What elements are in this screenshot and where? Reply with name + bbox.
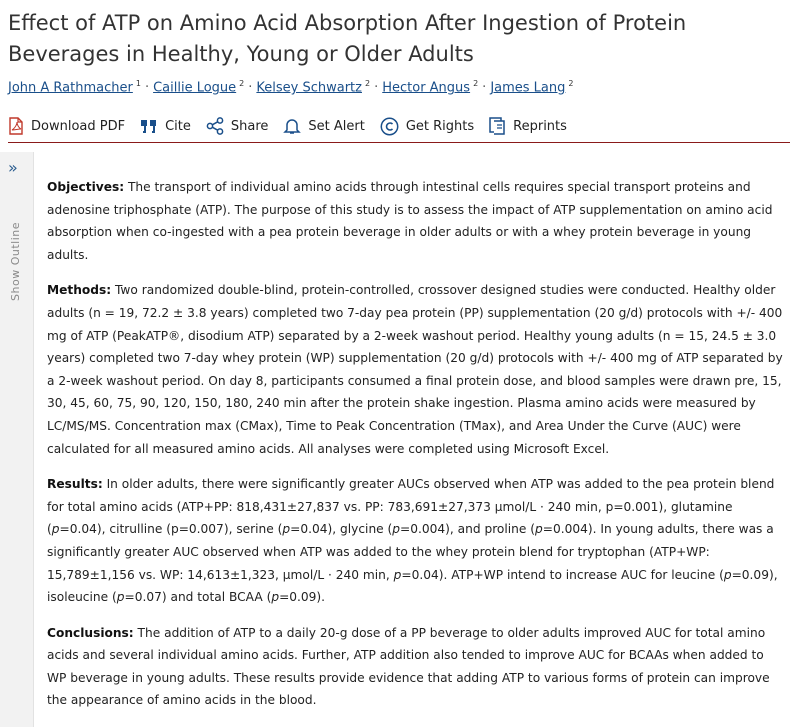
reprints-icon [489,117,506,135]
share-button[interactable] [206,117,269,135]
author-list [8,79,783,95]
p-value-symbol: p [116,590,125,605]
cite-button[interactable] [140,118,191,134]
objectives-section [47,176,785,266]
author-link[interactable]: John A Rathmacher [8,80,133,96]
affiliation-sup: 2 [364,79,371,88]
cite-label: Cite [165,118,191,134]
author-link[interactable]: Caillie Logue [153,80,237,96]
section-text: Two randomized double-blind, protein-controlled, crossover designed studies were conducted. Healthy older adults (n = 19, 72.2 ± 3.8 years) completed two 7-day pea protein (PP) supplementation (20 g/d) protocols with +/- 400 mg of ATP (PeakATP®, disodium ATP) separated by a 2-week washout period. Healthy young adults (n = 15, 24.5 ± 3.0 years) completed two 7-day whey protein (WP) supplementation (20 g/d) protocols with +/- 400 mg of ATP separated by a 2-week washout period. On day 8, participants consumed a final protein dose, and blood samples were drawn pre, 15, 30, 45, 60, 75, 90, 120, 150, 180, 240 min after the protein shake ingestion. Plasma amino acids were measured by LC/MS/MS. Concentration max (CMax), Time to Peak Concentration (TMax), and Area Under the Curve (AUC) were calculated for all measured amino acids. All analyses were completed using Microsoft Excel. [47,283,783,456]
section-label: Objectives: [47,180,125,194]
p-value-symbol: p [282,522,291,537]
download-pdf-label: Download PDF [31,118,126,134]
share-label: Share [230,118,269,134]
article-title: Effect of ATP on Amino Acid Absorption After Ingestion of Protein Beverages in Healthy, Young or Older Adults [8,11,687,66]
methods-section [47,279,785,460]
section-text: In older adults, there were significantly greater AUCs observed when ATP was added to the pea protein blend for total amino acids (ATP+PP: 818,431±27,837 vs. PP: 783,691±27,373 μmol/L · 240 min, p=0.001), glutamine ( [47,477,775,537]
get-rights-label: Get Rights [405,118,475,134]
section-text: =0.04). ATP+WP intend to increase AUC for leucine ( [401,567,724,582]
p-value-symbol: p [393,567,402,582]
show-outline-label[interactable]: Show Outline [9,222,22,301]
author-link[interactable]: Kelsey Schwartz [256,80,362,96]
p-value-symbol: p [51,522,60,537]
quote-icon [140,118,158,134]
conclusions-section [47,622,785,712]
author-separator: · [248,80,253,96]
bell-icon [283,117,301,135]
section-text: =0.09), isoleucine ( [47,567,778,605]
share-icon [206,117,224,135]
reprints-button[interactable] [489,117,567,135]
affiliation-sup: 2 [568,79,574,88]
abstract [47,176,785,725]
section-text: =0.09). [279,590,326,605]
section-text: =0.04), citrulline (p=0.007), serine ( [59,522,283,537]
affiliation-sup: 2 [473,79,479,88]
section-text: =0.07) and total BCAA ( [124,590,272,605]
author-link[interactable]: Hector Angus [382,80,471,96]
reprints-label: Reprints [513,118,567,134]
outline-panel[interactable] [0,152,34,727]
section-text: The transport of individual amino acids through intestinal cells requires special transport proteins and adenosine triphosphate (ATP). The purpose of this study is to assess the impact of ATP supplementation on amino acid absorption when co-ingested with a pea protein beverage in older adults or with a whey protein beverage in young adults. [47,180,773,262]
set-alert-label: Set Alert [308,118,365,134]
copyright-icon [380,117,399,136]
article-toolbar [8,110,790,143]
p-value-symbol: p [535,522,543,537]
p-value-symbol: p [723,567,732,582]
author-link[interactable]: James Lang [490,80,566,96]
author-separator: · [144,80,150,96]
p-value-symbol: p [392,522,401,537]
p-value-symbol: p [271,590,280,605]
affiliation-sup: 2 [239,79,245,88]
author-separator: · [482,80,487,96]
section-text: =0.04), glycine ( [290,522,393,537]
affiliation-sup: 1 [135,79,141,88]
section-label: Results: [47,477,103,492]
pdf-icon [8,117,24,135]
double-chevron-right-icon[interactable]: » [8,158,18,177]
section-text: =0.004), and proline ( [400,522,536,537]
section-text: =0.004). In young adults, there was a significantly greater AUC observed when ATP was added to the whey protein blend for tryptophan (ATP+WP: 15,789±1,156 vs. WP: 14,613±1,323, μmol/L · 240 min, [47,522,774,582]
author-separator: · [374,80,379,96]
set-alert-button[interactable] [283,117,364,135]
section-text: The addition of ATP to a daily 20-g dose of a PP beverage to older adults improved AUC for total amino acids and several individual amino acids. Further, ATP addition also tended to improve AUC for BCAAs when added to WP beverage in young adults. These results provide evidence that adding ATP to various forms of protein can improve the appearance of amino acids in the blood. [47,625,770,708]
get-rights-button[interactable] [380,117,474,136]
download-pdf-button[interactable] [8,117,125,135]
section-label: Methods: [47,283,112,298]
section-label: Conclusions: [47,625,134,640]
results-section [47,473,785,609]
